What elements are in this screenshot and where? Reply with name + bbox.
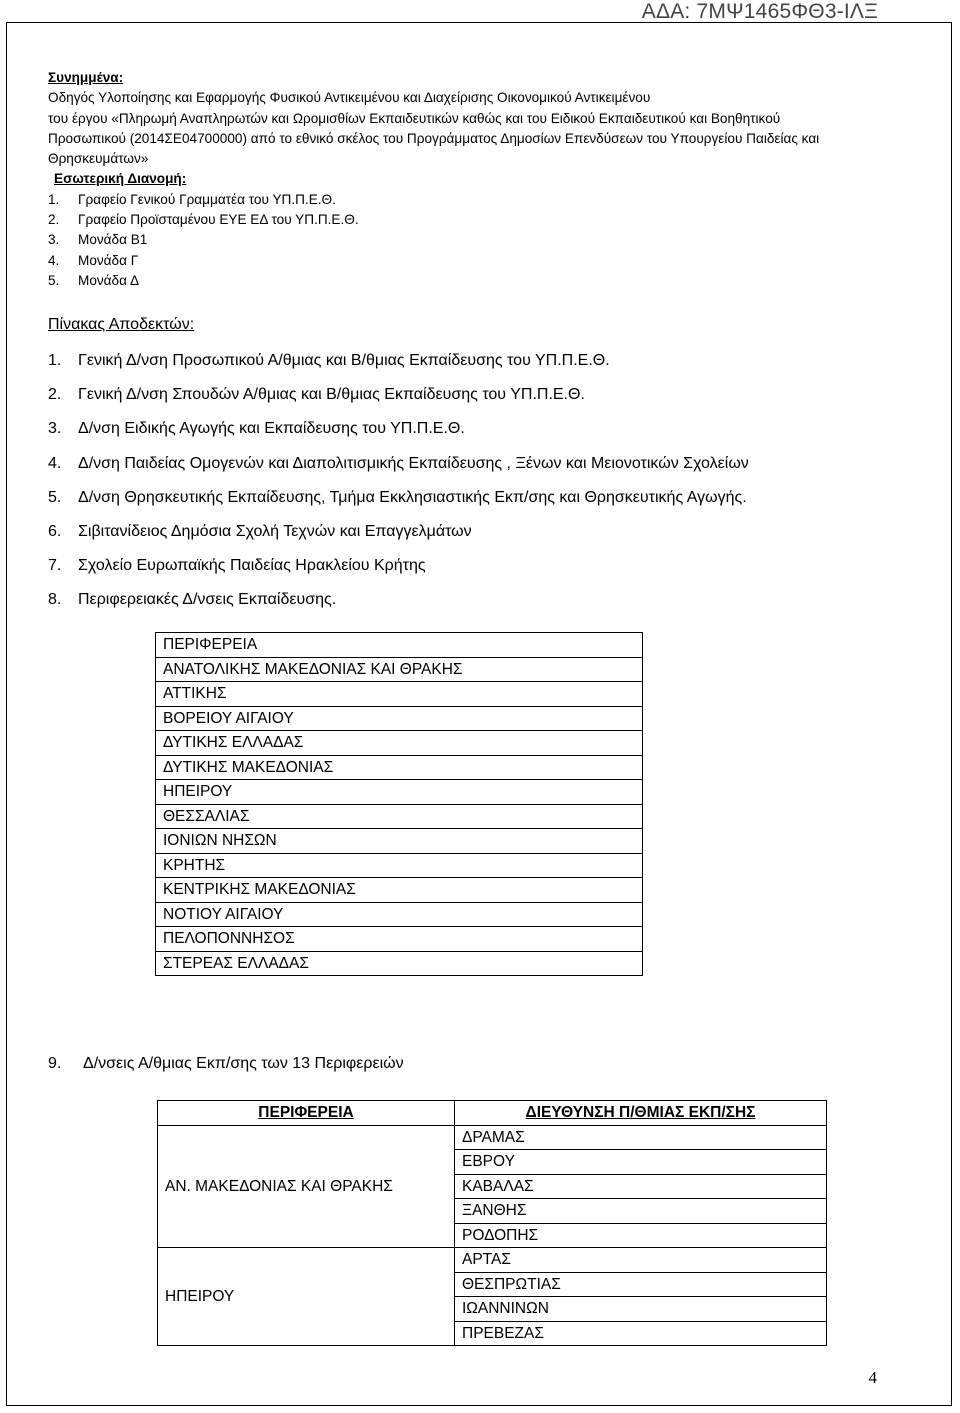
item-number: 7. xyxy=(48,557,62,575)
directorate-cell: ΘΕΣΠΡΩΤΙΑΣ xyxy=(455,1272,827,1297)
item-text: Σιβιτανίδειος Δημόσια Σχολή Τεχνών και Επαγγελμάτων xyxy=(78,522,472,540)
list-item xyxy=(48,210,908,230)
table-row xyxy=(156,804,643,829)
table-row xyxy=(156,706,643,731)
item-number: 1. xyxy=(48,352,62,369)
attachments-title: Συνημμένα: xyxy=(48,70,124,85)
item-number: 2. xyxy=(48,386,62,404)
item-text: Σχολείο Ευρωπαϊκής Παιδείας Ηρακλείου Κρήτης xyxy=(78,557,426,575)
table-cell: ΒΟΡΕΙΟΥ ΑΙΓΑΙΟΥ xyxy=(156,706,643,731)
directorate-cell: ΔΡΑΜΑΣ xyxy=(455,1125,827,1150)
item-number: 8. xyxy=(48,591,62,609)
table-cell: ΗΠΕΙΡΟΥ xyxy=(156,780,643,805)
directorate-cell: ΑΡΤΑΣ xyxy=(455,1248,827,1273)
item-text: Δ/νση Παιδείας Ομογενών και Διαπολιτισμικής Εκπαίδευσης , Ξένων και Μειονοτικών Σχολείων xyxy=(78,454,749,472)
table-cell: ΘΕΣΣΑΛΙΑΣ xyxy=(156,804,643,829)
attachments-line: Προσωπικού (2014ΣΕ04700000) από το εθνικό σκέλος του Προγράμματος Δημοσίων Επενδύσεων του Υπουργείου Παιδείας και xyxy=(48,130,820,146)
table-cell: ΙΟΝΙΩΝ ΝΗΣΩΝ xyxy=(156,829,643,854)
directorate-cell: ΠΡΕΒΕΖΑΣ xyxy=(455,1321,827,1346)
item-number: 3. xyxy=(48,420,62,438)
recipients-title: Πίνακας Αποδεκτών: xyxy=(48,316,195,333)
regions-table xyxy=(155,632,643,976)
table-row xyxy=(156,633,643,658)
attachments-line: Οδηγός Υλοποίησης και Εφαρμογής Φυσικού Αντικειμένου και Διαχείρισης Οικονομικού Αντικειμένου xyxy=(48,90,651,106)
region-cell: ΗΠΕΙΡΟΥ xyxy=(158,1248,455,1346)
item-number: 2. xyxy=(48,212,60,228)
internal-distribution-list xyxy=(48,190,908,291)
item-number: 5. xyxy=(48,488,62,506)
list-item xyxy=(48,557,928,591)
region-cell: ΑΝ. ΜΑΚΕΔΟΝΙΑΣ ΚΑΙ ΘΡΑΚΗΣ xyxy=(158,1125,455,1248)
table-row xyxy=(156,657,643,682)
table-row xyxy=(156,902,643,927)
item-text: Δ/νση Θρησκευτικής Εκπαίδευσης, Τμήμα Εκκλησιαστικής Εκπ/σης και Θρησκευτικής Αγωγής. xyxy=(78,488,747,506)
item-text: Μονάδα Γ xyxy=(78,252,139,268)
item-text: Γενική Δ/νση Προσωπικού Α/θμιας και Β/θμιας Εκπαίδευσης του ΥΠ.Π.Ε.Θ. xyxy=(78,352,610,369)
table-cell: ΑΤΤΙΚΗΣ xyxy=(156,682,643,707)
recipients-section xyxy=(48,316,928,626)
table-row xyxy=(156,853,643,878)
table-row xyxy=(156,755,643,780)
item-number: 4. xyxy=(48,252,60,268)
table-cell: ΔΥΤΙΚΗΣ ΕΛΛΑΔΑΣ xyxy=(156,731,643,756)
list-item xyxy=(48,230,908,250)
table-cell: ΠΕΡΙΦΕΡΕΙΑ xyxy=(156,633,643,658)
directorate-cell: ΡΟΔΟΠΗΣ xyxy=(455,1223,827,1248)
table-row xyxy=(158,1125,827,1150)
directorate-cell: ΕΒΡΟΥ xyxy=(455,1150,827,1175)
table-row xyxy=(156,829,643,854)
item-number: 5. xyxy=(48,272,60,288)
table-cell: ΚΡΗΤΗΣ xyxy=(156,853,643,878)
list-item xyxy=(48,489,928,523)
table-row xyxy=(156,780,643,805)
item-text: Γενική Δ/νση Σπουδών Α/θμιας και Β/θμιας Εκπαίδευσης του ΥΠ.Π.Ε.Θ. xyxy=(78,386,585,404)
table-cell: ΚΕΝΤΡΙΚΗΣ ΜΑΚΕΔΟΝΙΑΣ xyxy=(156,878,643,903)
list-item xyxy=(48,271,908,291)
list-item xyxy=(48,190,908,210)
table-cell: ΝΟΤΙΟΥ ΑΙΓΑΙΟΥ xyxy=(156,902,643,927)
column-header: ΠΕΡΙΦΕΡΕΙΑ xyxy=(158,1101,455,1126)
directorate-cell: ΙΩΑΝΝΙΝΩΝ xyxy=(455,1297,827,1322)
page-number: 4 xyxy=(868,1368,877,1387)
table-row xyxy=(156,878,643,903)
attachments-line: Θρησκευμάτων» xyxy=(48,151,149,167)
table-row xyxy=(156,731,643,756)
table-header-row xyxy=(158,1101,827,1126)
column-header: ΔΙΕΥΘΥΝΣΗ Π/ΘΜΙΑΣ ΕΚΠ/ΣΗΣ xyxy=(455,1101,827,1126)
attachments-section xyxy=(48,68,908,291)
table-row xyxy=(156,682,643,707)
item-number: 3. xyxy=(48,232,60,248)
table-row xyxy=(156,951,643,976)
table-cell: ΑΝΑΤΟΛΙΚΗΣ ΜΑΚΕΔΟΝΙΑΣ ΚΑΙ ΘΡΑΚΗΣ xyxy=(156,657,643,682)
list-item xyxy=(48,352,928,386)
list-item xyxy=(48,591,928,625)
item-text: Περιφερειακές Δ/νσεις Εκπαίδευσης. xyxy=(78,591,337,609)
table-cell: ΣΤΕΡΕΑΣ ΕΛΛΑΔΑΣ xyxy=(156,951,643,976)
list-item xyxy=(48,251,908,271)
table-row xyxy=(158,1248,827,1273)
item-text: Μονάδα Β1 xyxy=(78,232,148,248)
table-cell: ΠΕΛΟΠΟΝΝΗΣΟΣ xyxy=(156,927,643,952)
item-number: 6. xyxy=(48,522,62,540)
recipients-list xyxy=(48,352,928,626)
table-cell: ΔΥΤΙΚΗΣ ΜΑΚΕΔΟΝΙΑΣ xyxy=(156,755,643,780)
ada-header: ΑΔΑ: 7ΜΨ1465ΦΘ3-ΙΛΞ xyxy=(641,0,878,23)
list-item xyxy=(48,386,928,420)
directorate-cell: ΚΑΒΑΛΑΣ xyxy=(455,1174,827,1199)
item-text: Μονάδα Δ xyxy=(78,272,140,288)
item-text: Δ/νση Ειδικής Αγωγής και Εκπαίδευσης του ΥΠ.Π.Ε.Θ. xyxy=(78,420,465,438)
attachments-line: του έργου «Πληρωμή Αναπληρωτών και Ωρομισθίων Εκπαιδευτικών καθώς και του Ειδικού Εκπαιδευτικού και Βοηθητικού xyxy=(48,110,781,126)
item-text: Δ/νσεις Α/θμιας Εκπ/σης των 13 Περιφερειών xyxy=(83,1055,404,1072)
list-item xyxy=(48,523,928,557)
table-row xyxy=(156,927,643,952)
item-number: 4. xyxy=(48,454,62,472)
item-text: Γραφείο Προϊσταμένου ΕΥΕ ΕΔ του ΥΠ.Π.Ε.Θ. xyxy=(78,212,359,228)
directorate-cell: ΞΑΝΘΗΣ xyxy=(455,1199,827,1224)
internal-distribution-title: Εσωτερική Διανομή: xyxy=(54,171,187,187)
item-number: 1. xyxy=(48,191,60,207)
directorates-table xyxy=(157,1100,827,1346)
list-item xyxy=(48,420,928,454)
list-item xyxy=(48,455,928,489)
item-number: 9. xyxy=(48,1055,62,1072)
item-text: Γραφείο Γενικού Γραμματέα του ΥΠ.Π.Ε.Θ. xyxy=(78,191,336,207)
list-item-9 xyxy=(48,1055,404,1073)
